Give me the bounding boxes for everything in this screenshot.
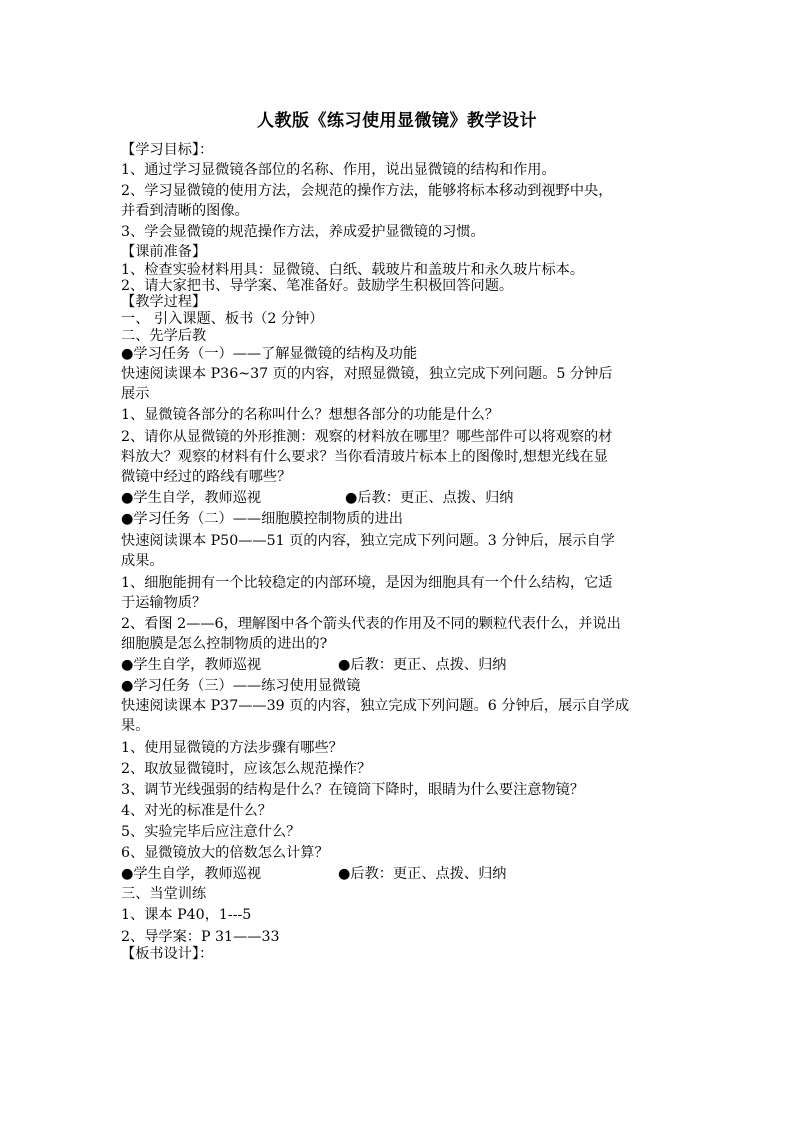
section-heading-goals: 【学习目标】： (121, 142, 214, 158)
prep-item-2: 2、请大家把书、导学案、笔准备好。鼓励学生积极回答问题。 (121, 278, 514, 294)
step-2: 二、先学后教 (121, 328, 207, 344)
task-1-intro-line-2: 展示 (121, 386, 150, 402)
task-1-activity-row (121, 489, 681, 507)
section-heading-board-design: 【板书设计】： (121, 946, 214, 962)
goal-item-1: 1、通过学习显微镜各部位的名称、作用，说出显微镜的结构和作用。 (121, 162, 556, 178)
prep-item-1: 1、检查实验材料用具：显微镜、白纸、载玻片和盖玻片和永久玻片标本。 (121, 262, 585, 278)
document-title: 人教版《练习使用显微镜》教学设计 (257, 111, 537, 131)
task-3-question-1: 1、使用显微镜的方法步骤有哪些？ (121, 740, 343, 756)
task-2-question-2-line-1: 2、看图 2——6，理解图中各个箭头代表的作用及不同的颗粒代表什么，并说出 (121, 616, 621, 632)
task-2-question-2-line-2: 细胞膜是怎么控制物质的进出的? (121, 636, 328, 652)
task-1-title: ●学习任务（一）——了解显微镜的结构及功能 (121, 346, 418, 362)
step-3: 三、当堂训练 (121, 886, 207, 902)
task-3-question-4: 4、对光的标准是什么？ (121, 803, 272, 819)
training-item-2: 2、导学案：P 31——33 (121, 929, 280, 945)
task-3-self-study: ●学生自学，教师巡视 (121, 866, 262, 882)
task-3-intro-line-1: 快速阅读课本 P37——39 页的内容，独立完成下列问题。6 分钟后，展示自学成 (121, 698, 630, 714)
section-heading-process: 【教学过程】 (121, 294, 207, 310)
training-item-1: 1、课本 P40，1---5 (121, 907, 252, 923)
goal-item-2-line-1: 2、学习显微镜的使用方法，会规范的操作方法，能够将标本移动到视野中央， (121, 183, 613, 199)
step-1: 一、 引入课题、板书（2 分钟） (121, 311, 324, 327)
task-1-after-teaching: ●后教：更正、点拨、归纳 (345, 490, 514, 506)
task-2-self-study: ●学生自学，教师巡视 (121, 657, 262, 673)
task-3-after-teaching: ●后教：更正、点拨、归纳 (338, 866, 507, 882)
task-1-question-2-line-2: 料放大？观察的材料有什么要求？当你看清玻片标本上的图像时,想想光线在显 (121, 449, 608, 465)
task-1-question-2-line-3: 微镜中经过的路线有哪些？ (121, 469, 292, 485)
task-3-title: ●学习任务（三）——练习使用显微镜 (121, 678, 361, 694)
task-2-question-1-line-1: 1、细胞能拥有一个比较稳定的内部环境，是因为细胞具有一个什么结构，它适 (121, 575, 613, 591)
task-2-after-teaching: ●后教：更正、点拨、归纳 (338, 657, 507, 673)
task-3-question-5: 5、实验完毕后应注意什么？ (121, 824, 301, 840)
task-3-question-3: 3、调节光线强弱的结构是什么？在镜筒下降时，眼睛为什么要注意物镜？ (121, 782, 585, 798)
task-1-question-1: 1、显微镜各部分的名称叫什么？想想各部分的功能是什么？ (121, 407, 499, 423)
task-2-intro-line-2: 成果。 (121, 553, 164, 569)
task-3-intro-line-2: 果。 (121, 718, 150, 734)
goal-item-2-line-2: 并看到清晰的图像。 (121, 203, 249, 219)
task-2-intro-line-1: 快速阅读课本 P50——51 页的内容，独立完成下列问题。3 分钟后，展示自学 (121, 533, 615, 549)
task-2-title: ●学习任务（二）——细胞膜控制物质的进出 (121, 511, 403, 527)
task-3-activity-row (121, 865, 681, 883)
task-1-self-study: ●学生自学，教师巡视 (121, 490, 262, 506)
task-1-question-2-line-1: 2、请你从显微镜的外形推测：观察的材料放在哪里？哪些部件可以将观察的材 (121, 429, 613, 445)
task-3-question-6: 6、显微镜放大的倍数怎么计算？ (121, 845, 329, 861)
task-3-question-2: 2、取放显微镜时，应该怎么规范操作？ (121, 761, 372, 777)
task-2-question-1-line-2: 于运输物质？ (121, 595, 207, 611)
task-2-activity-row (121, 656, 681, 674)
section-heading-preparation: 【课前准备】 (121, 244, 207, 260)
task-1-intro-line-1: 快速阅读课本 P36~37 页的内容，对照显微镜，独立完成下列问题。5 分钟后 (121, 366, 613, 382)
goal-item-3: 3、学会显微镜的规范操作方法，养成爱护显微镜的习惯。 (121, 224, 485, 240)
